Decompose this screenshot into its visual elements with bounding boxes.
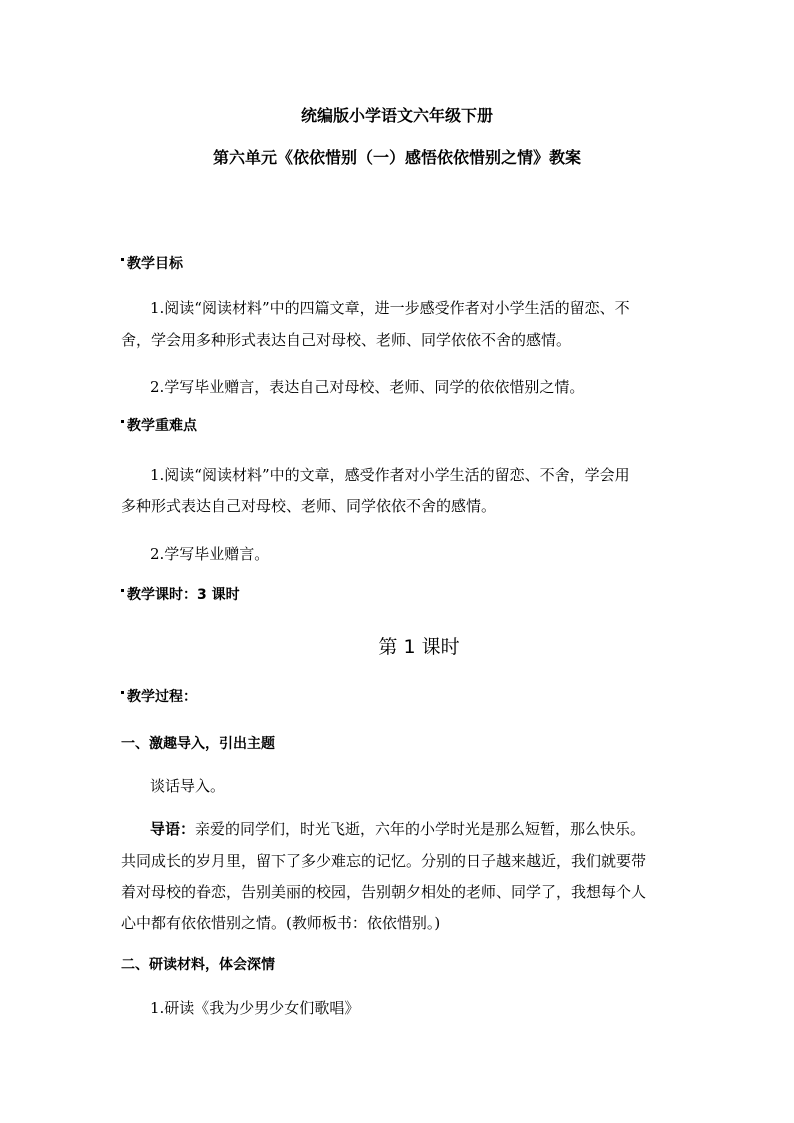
guide-text-line1: 亲爱的同学们，时光飞逝，六年的小学时光是那么短暂，那么快乐。 xyxy=(195,820,646,838)
section-heading-hours-text: 教学课时：3 课时 xyxy=(127,587,240,603)
step-heading-1: 一、激趣导入，引出主题 xyxy=(121,736,275,752)
bullet-marker xyxy=(121,589,124,592)
document-title-line1: 统编版小学语文六年级下册 xyxy=(300,106,493,125)
bullet-marker xyxy=(121,258,124,261)
bullet-marker xyxy=(121,420,124,423)
section-heading-goals-text: 教学目标 xyxy=(127,256,183,272)
study-item-1: 1.研读《我为少男少女们歌唱》 xyxy=(150,999,360,1017)
goals-item-1-line1: 1.阅读“阅读材料”中的四篇文章，进一步感受作者对小学生活的留恋、不 xyxy=(150,299,630,317)
guide-paragraph-line4: 心中都有依依惜别之情。(教师板书：依依惜别。) xyxy=(121,914,441,932)
lesson-title: 第 1 课时 xyxy=(378,636,460,658)
step-heading-2: 二、研读材料，体会深情 xyxy=(121,957,275,973)
talk-intro: 谈话导入。 xyxy=(150,777,226,795)
guide-paragraph-line1 xyxy=(150,819,645,839)
guide-label: 导语： xyxy=(150,820,196,838)
key-item-1-line2: 多种形式表达自己对母校、老师、同学依依不舍的感情。 xyxy=(121,497,497,515)
goals-item-1-line2: 舍，学会用多种形式表达自己对母校、老师、同学依依不舍的感情。 xyxy=(121,331,572,349)
section-heading-key-points-text: 教学重难点 xyxy=(127,418,197,434)
guide-paragraph-line3: 着对母校的眷恋，告别美丽的校园，告别朝夕相处的老师、同学了，我想每个人 xyxy=(121,883,647,901)
section-heading-goals xyxy=(121,254,183,274)
document-title-line2: 第六单元《依依惜别（一）感悟依依惜别之情》教案 xyxy=(212,148,581,167)
section-heading-process-text: 教学过程： xyxy=(127,689,197,705)
section-heading-process xyxy=(121,687,197,707)
key-item-1-line1: 1.阅读“阅读材料”中的文章，感受作者对小学生活的留恋、不舍，学会用 xyxy=(150,466,630,484)
goals-item-2: 2.学写毕业赠言，表达自己对母校、老师、同学的依依惜别之情。 xyxy=(150,378,585,396)
section-heading-key-points xyxy=(121,416,197,436)
section-heading-hours xyxy=(121,585,240,605)
guide-paragraph-line2: 共同成长的岁月里，留下了多少难忘的记忆。分别的日子越来越近，我们就要带 xyxy=(121,852,647,870)
key-item-2: 2.学写毕业赠言。 xyxy=(150,545,270,563)
bullet-marker xyxy=(121,691,124,694)
